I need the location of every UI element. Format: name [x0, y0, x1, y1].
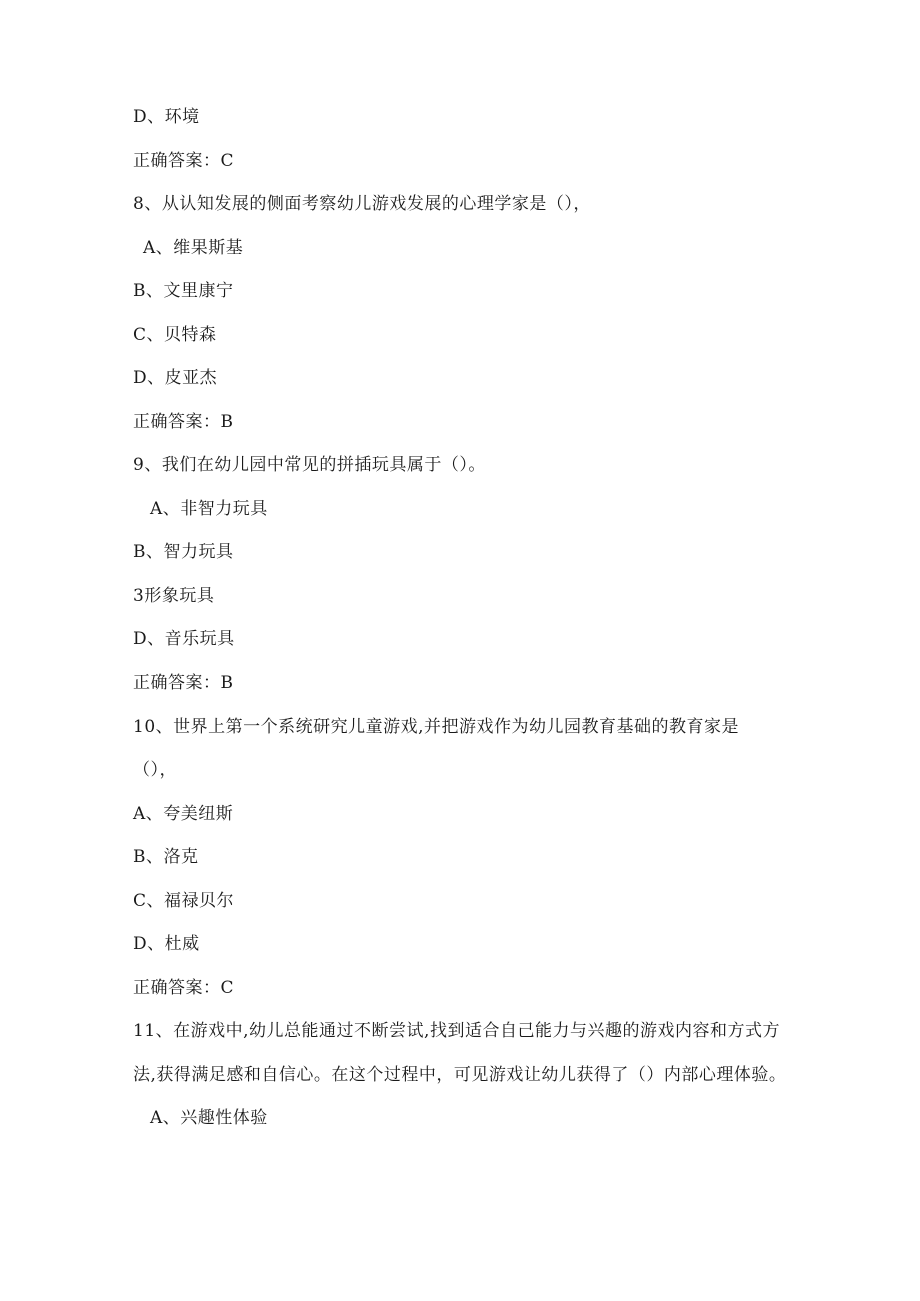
- question-8: 8、从认知发展的侧面考察幼儿游戏发展的心理学家是（），: [133, 194, 591, 214]
- answer-q9: 正确答案：B: [133, 673, 234, 693]
- answer-q10: 正确答案：C: [133, 978, 235, 998]
- option-c-q9: 3形象玩具: [133, 586, 215, 606]
- question-11-line-2: 法,获得满足感和自信心。在这个过程中，可见游戏让幼儿获得了（）内部心理体验。: [133, 1065, 787, 1085]
- question-10-line-1: 10、世界上第一个系统研究儿童游戏,并把游戏作为幼儿园教育基础的教育家是: [133, 717, 740, 737]
- option-c-q10: C、福禄贝尔: [133, 891, 235, 911]
- option-b-q8: B、文里康宁: [133, 281, 234, 301]
- answer-q8: 正确答案：B: [133, 412, 234, 432]
- question-10-line-2: （），: [133, 760, 177, 780]
- option-a-q9: A、非智力玩具: [150, 499, 268, 519]
- option-b-q9: B、智力玩具: [133, 542, 234, 562]
- option-d-q10: D、杜威: [133, 934, 200, 954]
- option-a-q8: A、维果斯基: [143, 238, 244, 258]
- question-11-line-1: 11、在游戏中,幼儿总能通过不断尝试,找到适合自己能力与兴趣的游戏内容和方式方: [133, 1021, 780, 1041]
- option-a-q11: A、兴趣性体验: [150, 1108, 268, 1128]
- option-b-q10: B、洛克: [133, 847, 199, 867]
- option-d-q8: D、皮亚杰: [133, 368, 218, 388]
- option-c-q8: C、贝特森: [133, 325, 217, 345]
- question-9: 9、我们在幼儿园中常见的拼插玩具属于（）。: [133, 455, 486, 475]
- answer-q7: 正确答案：C: [133, 151, 235, 171]
- option-d-q9: D、音乐玩具: [133, 629, 235, 649]
- option-a-q10: A、夸美纽斯: [133, 804, 234, 824]
- option-d-q7: D、环境: [133, 107, 200, 127]
